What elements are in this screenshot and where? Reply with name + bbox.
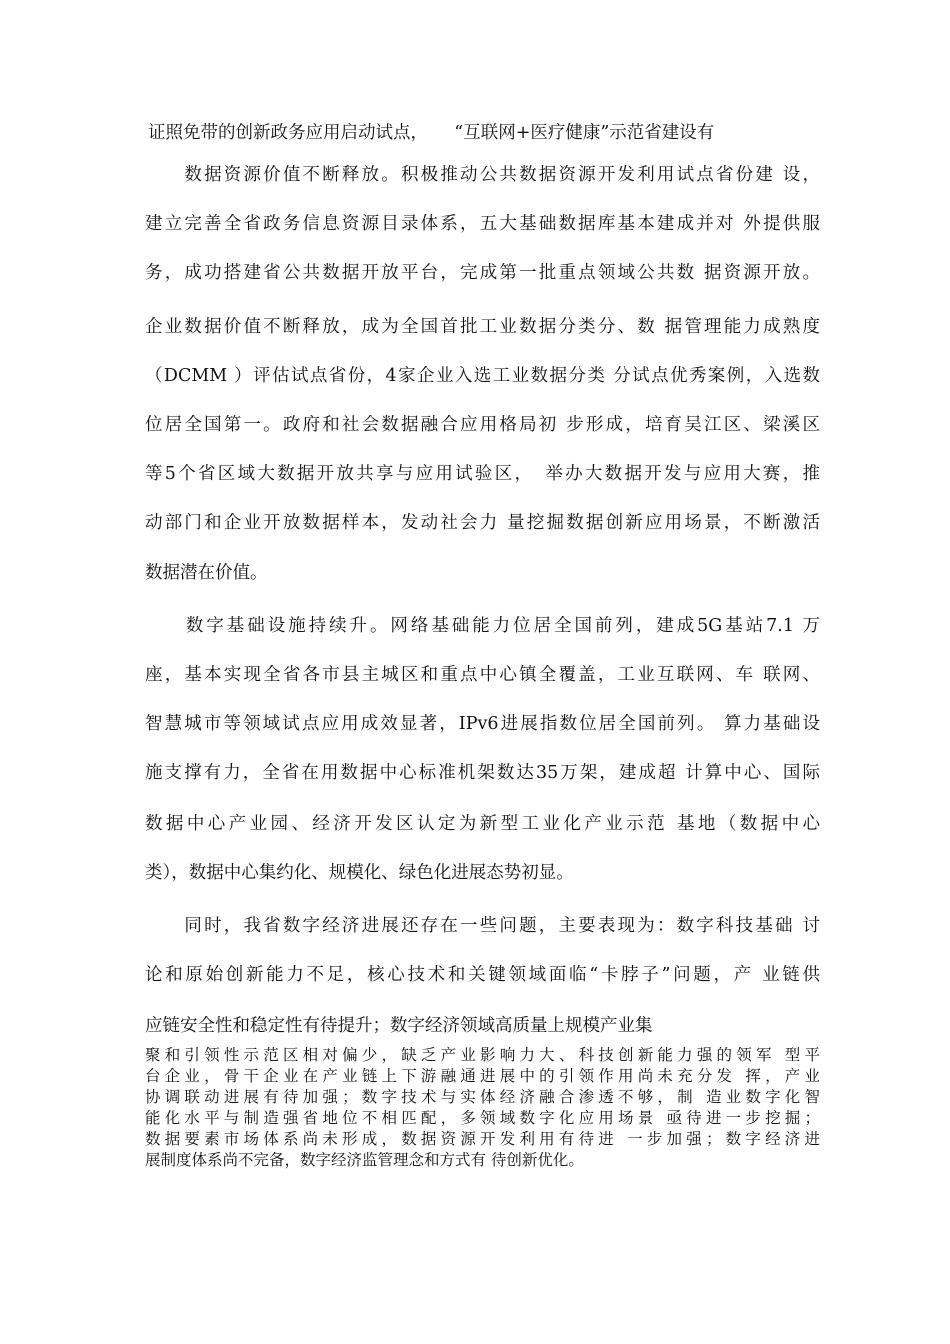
text-line: 数据潜在价值。 — [145, 563, 268, 583]
text-line: 数据资源价值不断释放。积极推动公共数据资源开发利用试点省份建 设， — [145, 165, 820, 185]
text-line: 数据要素市场体系尚未形成，数据资源开发利用有待进 一步加强；数字经济进 — [145, 1130, 820, 1148]
text-line: 能化水平与制造强省地位不相匹配，多领域数字化应用场景 亟待进一步挖掘； — [145, 1109, 820, 1127]
text-line: 智慧城市等领域试点应用成效显著，IPv6进展指数位居全国前列。 算力基础设 — [145, 714, 820, 734]
text-line: 座，基本实现全省各市县主城区和重点中心镇全覆盖，工业互联网、车 联网、 — [145, 665, 820, 685]
text-line: 展制度体系尚不完备，数字经济监管理念和方式有 待创新优化。 — [145, 1151, 584, 1169]
text-line: 数据中心产业园、经济开发区认定为新型工业化产业示范 基地（数据中心 — [145, 814, 820, 834]
text-line: 应链安全性和稳定性有待提升；数字经济领域高质量上规模产业集 — [145, 1016, 653, 1036]
text-line: 论和原始创新能力不足，核心技术和关键领域面临“卡脖子”问题，产 业链供 — [145, 965, 820, 985]
text-line: 建立完善全省政务信息资源目录体系，五大基础数据库基本建成并对 外提供服 — [145, 214, 820, 234]
text-line: 协调联动进展有待加强；数字技术与实体经济融合渗透不够，制 造业数字化智 — [145, 1088, 820, 1106]
text-line: 动部门和企业开放数据样本，发动社会力 量挖掘数据创新应用场景，不断激活 — [145, 513, 820, 533]
text-line: （DCMM ）评估试点省份，4家企业入选工业数据分类 分试点优秀案例，入选数 — [145, 366, 820, 386]
text-line: 位居全国第一。政府和社会数据融合应用格局初 步形成，培育吴江区、梁溪区 — [145, 415, 820, 435]
text-line: 聚和引领性示范区相对偏少，缺乏产业影响力大、科技创新能力强的领军 型平 — [145, 1046, 820, 1064]
text-line: 施支撑有力，全省在用数据中心标准机架数达35万架，建成超 计算中心、国际 — [145, 763, 820, 783]
text-line: 务，成功搭建省公共数据开放平台，完成第一批重点领域公共数 据资源开放。 — [145, 263, 820, 283]
text-line: 证照免带的创新政务应用启动试点， “互联网+医疗健康”示范省建设有 — [148, 123, 715, 143]
text-line: 台企业，骨干企业在产业链上下游融通进展中的引领作用尚未充分发 挥，产业 — [145, 1067, 820, 1085]
text-line: 等5个省区域大数据开放共享与应用试验区， 举办大数据开发与应用大赛，推 — [145, 464, 820, 484]
text-line: 类），数据中心集约化、规模化、绿色化进展态势初显。 — [145, 863, 574, 883]
text-line: 数字基础设施持续升。网络基础能力位居全国前列，建成5G基站7.1 万 — [145, 616, 820, 636]
text-line: 企业数据价值不断释放，成为全国首批工业数据分类分、数 据管理能力成熟度 — [145, 317, 820, 337]
text-line: 同时，我省数字经济进展还存在一些问题，主要表现为：数字科技基础 讨 — [145, 916, 820, 936]
